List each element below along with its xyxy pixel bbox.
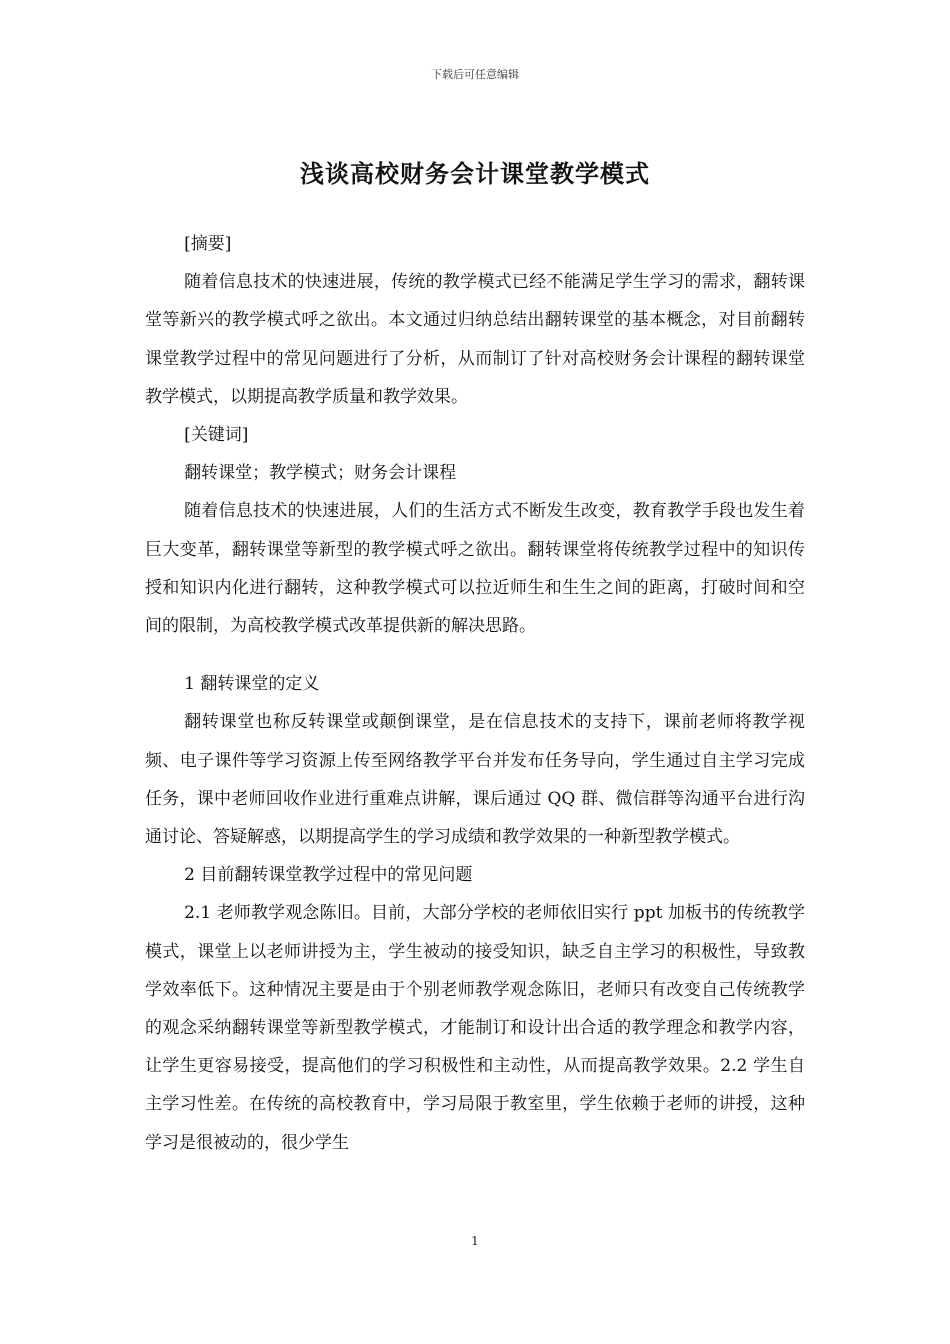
- intro-paragraph: 随着信息技术的快速进展，人们的生活方式不断发生改变，教育教学手段也发生着巨大变革，翻转课堂等新型的教学模式呼之欲出。翻转课堂将传统教学过程中的知识传授和知识内化进行翻转，这种教学模式可以拉近师生和生生之间的距离，打破时间和空间的限制，为高校教学模式改革提供新的解决思路。: [145, 501, 805, 637]
- document-body: [145, 225, 805, 1162]
- section-2-paragraph: 2.1 老师教学观念陈旧。目前，大部分学校的老师依旧实行 ppt 加板书的传统教学模式，课堂上以老师讲授为主，学生被动的接受知识，缺乏自主学习的积极性，导致教学效率低下。这种情况主要是由于个别老师教学观念陈旧，老师只有改变自己传统教学的观念采纳翻转课堂等新型教学模式，才能制订和设计出合适的教学理念和教学内容，让学生更容易接受，提高他们的学习积极性和主动性，从而提高教学效果。2.2 学生自主学习性差。在传统的高校教育中，学习局限于教室里，学生依赖于老师的讲授，这种学习是很被动的，很少学生: [145, 903, 805, 1153]
- keywords-label: [关键词]: [184, 425, 249, 446]
- keywords-paragraph: 翻转课堂；教学模式；财务会计课程: [184, 463, 457, 484]
- page-number: 1: [471, 1234, 479, 1248]
- document-title: 浅谈高校财务会计课堂教学模式: [300, 160, 650, 188]
- section-1-heading: 1 翻转课堂的定义: [184, 674, 320, 695]
- section-2-heading: 2 目前翻转课堂教学过程中的常见问题: [184, 865, 473, 886]
- abstract-label: [摘要]: [184, 234, 232, 254]
- page-header-note: 下载后可任意编辑: [431, 68, 519, 81]
- section-1-paragraph: 翻转课堂也称反转课堂或颠倒课堂，是在信息技术的支持下，课前老师将教学视频、电子课件等学习资源上传至网络教学平台并发布任务导向，学生通过自主学习完成任务，课中老师回收作业进行重难点讲解，课后通过 QQ 群、微信群等沟通平台进行沟通讨论、答疑解惑，以期提高学生的学习成绩和教学效果的一种新型教学模式。: [145, 712, 805, 848]
- abstract-paragraph: 随着信息技术的快速进展，传统的教学模式已经不能满足学生学习的需求，翻转课堂等新兴的教学模式呼之欲出。本文通过归纳总结出翻转课堂的基本概念，对目前翻转课堂教学过程中的常见问题进行了分析，从而制订了针对高校财务会计课程的翻转课堂教学模式，以期提高教学质量和教学效果。: [145, 272, 805, 407]
